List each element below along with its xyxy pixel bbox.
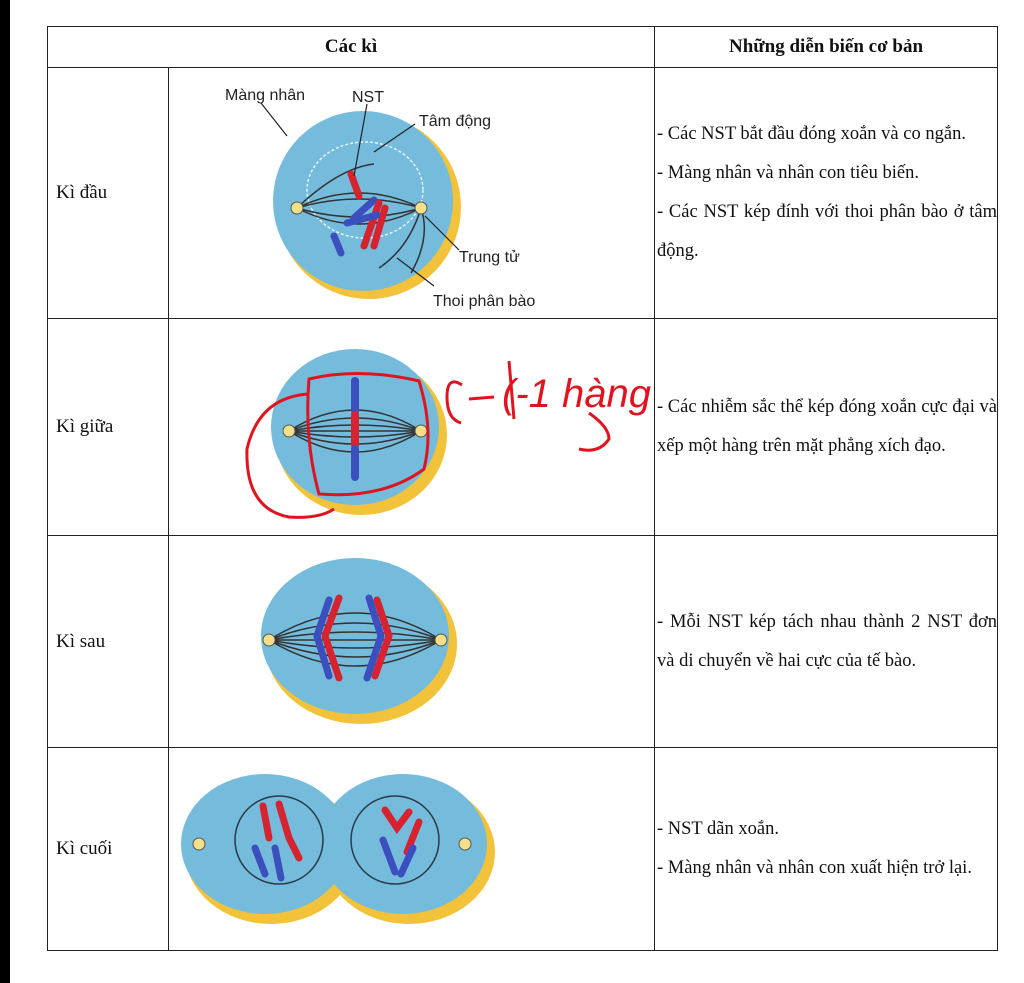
anaphase-diagram [169,536,655,747]
header-events: Những diễn biến cơ bản [655,27,998,68]
anaphase-image [169,536,655,748]
prophase-image [169,68,655,319]
telophase-diagram [169,748,655,950]
event-line: - NST dãn xoắn. [657,819,779,839]
table-header-row [48,27,998,68]
telophase-events [655,748,998,951]
phase-name-anaphase: Kì sau [48,536,169,748]
event-line: - Mỗi NST kép tách nhau thành 2 NST đơn và di chuyển về hai cực của tế bào. [657,611,997,671]
table-row [48,536,998,748]
event-line: - Các nhiễm sắc thể kép đóng xoắn cực đại và xếp một hàng trên mặt phẳng xích đạo. [657,397,997,456]
table-row [48,748,998,951]
metaphase-diagram [169,319,655,535]
window-edge [0,0,10,983]
label-chromosome: NST [352,89,384,106]
metaphase-image [169,319,655,536]
metaphase-events [655,319,998,536]
event-line: - Các NST kép đính với thoi phân bào ở tâm động. [657,202,997,261]
phase-name-telophase: Kì cuối [48,748,169,951]
telophase-image [169,748,655,951]
label-spindle: Thoi phân bào [433,293,536,310]
phase-name-metaphase: Kì giữa [48,319,169,536]
event-line: - Màng nhân và nhân con xuất hiện trở lại. [657,858,972,878]
table-row [48,68,998,319]
phase-name-prophase: Kì đầu [48,68,169,319]
prophase-diagram [169,68,655,318]
header-phases: Các kì [48,27,655,68]
prophase-events [655,68,998,319]
label-nuclear-membrane: Màng nhân [225,87,306,104]
event-line: - Màng nhân và nhân con tiêu biến. [657,163,920,183]
table-row [48,319,998,536]
event-line: - Các NST bắt đầu đóng xoắn và co ngắn. [657,124,966,144]
label-centriole: Trung tử [459,249,520,266]
mitosis-table [47,26,998,951]
anaphase-events [655,536,998,748]
label-centromere: Tâm động [419,113,492,130]
handwritten-note: (-1 hàng [502,372,651,416]
